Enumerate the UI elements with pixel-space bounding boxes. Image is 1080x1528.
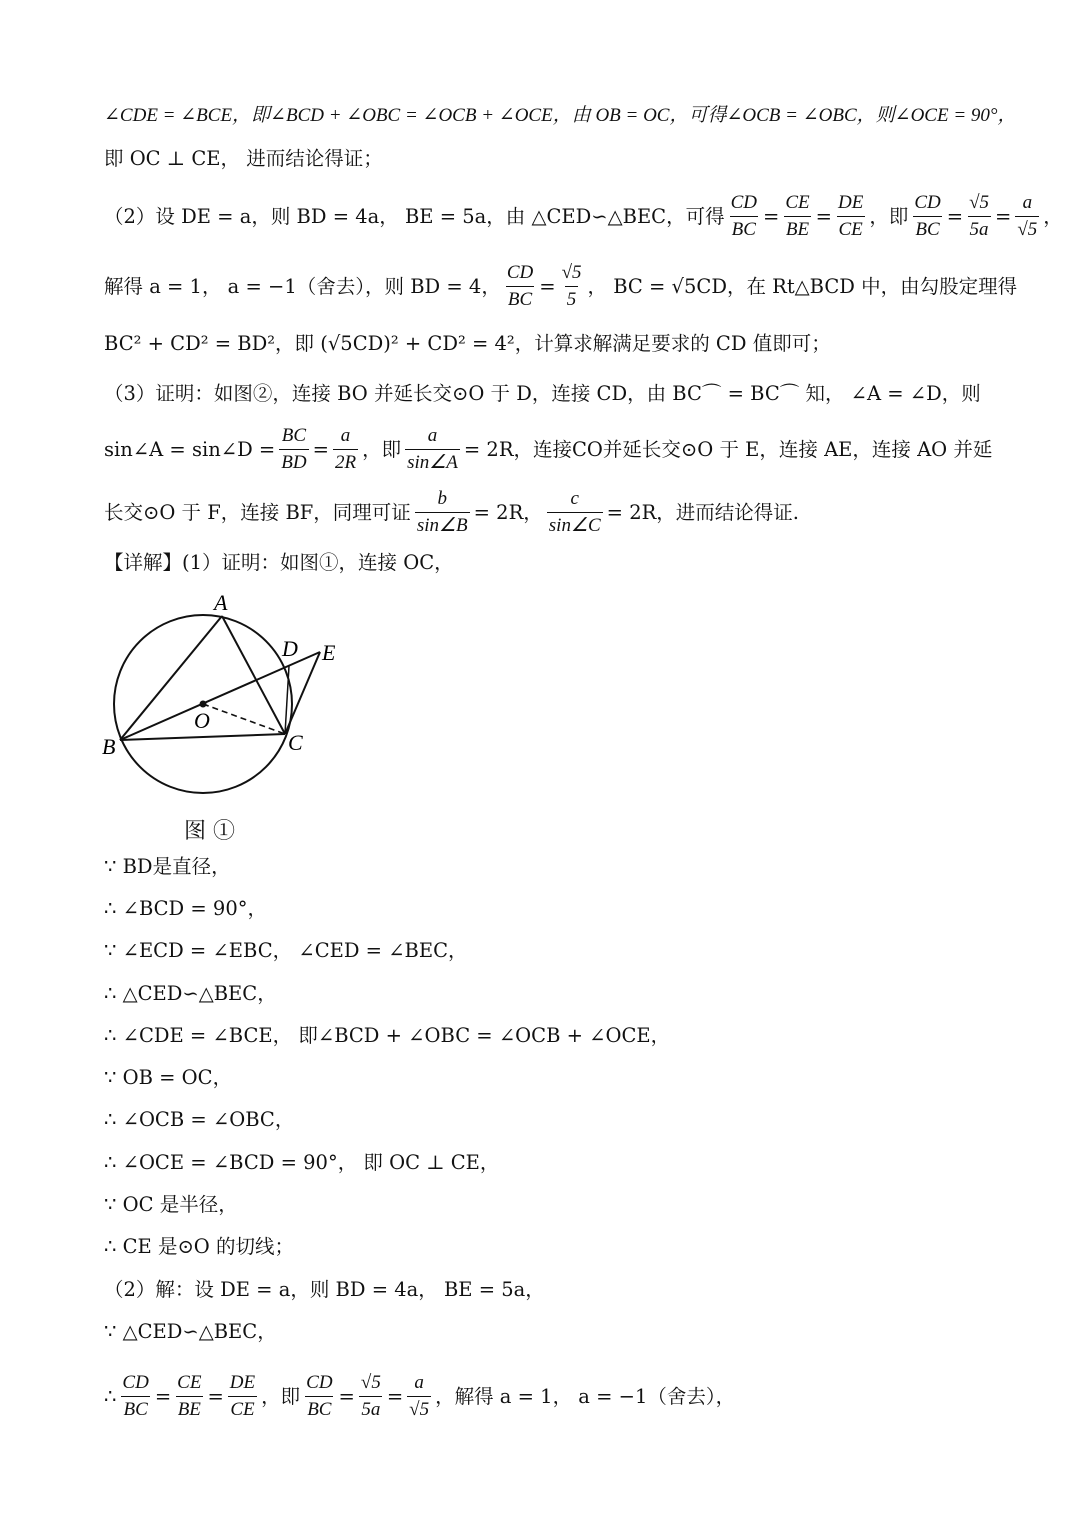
line-5: BC² + CD² = BD²，即 (√5CD)² + CD² = 4²，计算求解满足要求的 CD 值即可； [104, 332, 831, 355]
label-o: O [194, 708, 210, 733]
label-c: C [288, 730, 303, 755]
fraction: $\frac{DE}{CE}$ [837, 192, 864, 240]
line-6: （3）证明：如图②，连接 BO 并延长交⊙O 于 D，连接 CD，由 BC⌒ = BC⌒ 知， ∠A = ∠D，则 [104, 382, 981, 405]
step-2: ∴ ∠BCD = 90°， [104, 897, 267, 920]
line-3: （2）设 DE = a，则 BD = 4a， BE = 5a，由 △CED∽△BEC，可得 $\frac{CD}{BC}$ = $\frac{CE}{BE}$ = $\frac{DE}{CE}$ ，即 $\frac{CD}{BC}$ = $\frac{√5}{5a}$ = $\frac{a}{√5}$ ， [104, 192, 1063, 240]
line-1: ∠CDE = ∠BCE，即∠BCD + ∠OBC = ∠OCB + ∠OCE，由 OB = OC，可得∠OCB = ∠OBC，则∠OCE = 90°， [104, 105, 1017, 126]
segment-bc [120, 734, 285, 740]
step-6: ∵ OB = OC， [104, 1066, 233, 1089]
fraction: $\frac{√5}{5a}$ [360, 1372, 381, 1420]
fraction: $\frac{√5}{5a}$ [969, 192, 990, 240]
fraction: $\frac{a}{√5}$ [409, 1372, 430, 1420]
step-12: ∵ △CED∽△BEC， [104, 1320, 277, 1343]
fraction: $\frac{CD}{BC}$ [306, 1372, 333, 1420]
fraction: $\frac{CD}{BC}$ [122, 1372, 149, 1420]
geometry-figure [96, 586, 356, 806]
label-b: B [102, 734, 116, 759]
figure-caption: 图 ① [184, 819, 235, 844]
segment-ac [222, 616, 285, 734]
fraction: $\frac{a}{√5}$ [1017, 192, 1038, 240]
fraction: $\frac{√5}{5}$ [561, 262, 582, 310]
step-8: ∴ ∠OCE = ∠BCD = 90°， 即 OC ⊥ CE， [104, 1151, 500, 1174]
step-4: ∴ △CED∽△BEC， [104, 982, 277, 1005]
step-3: ∵ ∠ECD = ∠EBC， ∠CED = ∠BEC， [104, 939, 468, 962]
step-5: ∴ ∠CDE = ∠BCE， 即∠BCD + ∠OBC = ∠OCB + ∠OCE， [104, 1024, 671, 1047]
label-a: A [214, 590, 228, 615]
fraction: $\frac{a}{2R}$ [334, 425, 357, 473]
label-e: E [322, 640, 336, 665]
fraction: $\frac{CE}{BE}$ [177, 1372, 202, 1420]
line-8: 长交⊙O 于 F，连接 BF，同理可证 $\frac{b}{\sin\angle B}$ = 2R， $\frac{c}{\sin\angle C}$ = 2R，进而结论得证. [104, 488, 799, 536]
label-d: D [282, 636, 298, 661]
center-dot [200, 701, 207, 708]
fraction: $\frac{BC}{BD}$ [281, 425, 307, 473]
fraction: $\frac{CD}{BC}$ [914, 192, 941, 240]
fraction: $\frac{b}{\sin\angle B}$ [416, 488, 468, 536]
step-11: （2）解：设 DE = a，则 BD = 4a， BE = 5a， [104, 1278, 545, 1301]
step-7: ∴ ∠OCB = ∠OBC， [104, 1108, 295, 1131]
step-13: ∴ $\frac{CD}{BC}$ = $\frac{CE}{BE}$ = $\frac{DE}{CE}$ ，即 $\frac{CD}{BC}$ = $\frac{√5}{5a}$ = $\frac{a}{√5}$ ，解得 a = 1， a = −1（舍去）， [104, 1372, 736, 1420]
line-2: 即 OC ⊥ CE， 进而结论得证； [104, 147, 383, 170]
fraction: $\frac{CD}{BC}$ [506, 262, 534, 310]
step-10: ∴ CE 是⊙O 的切线； [104, 1235, 294, 1258]
fraction: $\frac{CD}{BC}$ [730, 192, 758, 240]
segment-oc-dashed [203, 704, 285, 734]
fraction: $\frac{c}{\sin\angle C}$ [548, 488, 601, 536]
line-9: 【详解】(1）证明：如图①，连接 OC， [104, 551, 454, 574]
line-7: sin∠A = sin∠D = $\frac{BC}{BD}$ = $\frac{a}{2R}$ ，即 $\frac{a}{\sin\angle A}$ = 2R，连接CO并延长交⊙O 于 E，连接 AE，连接 AO 并延 [104, 425, 993, 473]
step-1: ∵ BD是直径， [104, 855, 231, 878]
step-9: ∵ OC 是半径， [104, 1193, 238, 1216]
fraction: $\frac{DE}{CE}$ [229, 1372, 256, 1420]
line-4: 解得 a = 1， a = −1（舍去），则 BD = 4， $\frac{CD}{BC}$ = $\frac{√5}{5}$ ， BC = √5CD，在 Rt△BCD 中，由勾股定理得 [104, 262, 1018, 310]
fraction: $\frac{a}{\sin\angle A}$ [407, 425, 458, 473]
fraction: $\frac{CE}{BE}$ [785, 192, 810, 240]
